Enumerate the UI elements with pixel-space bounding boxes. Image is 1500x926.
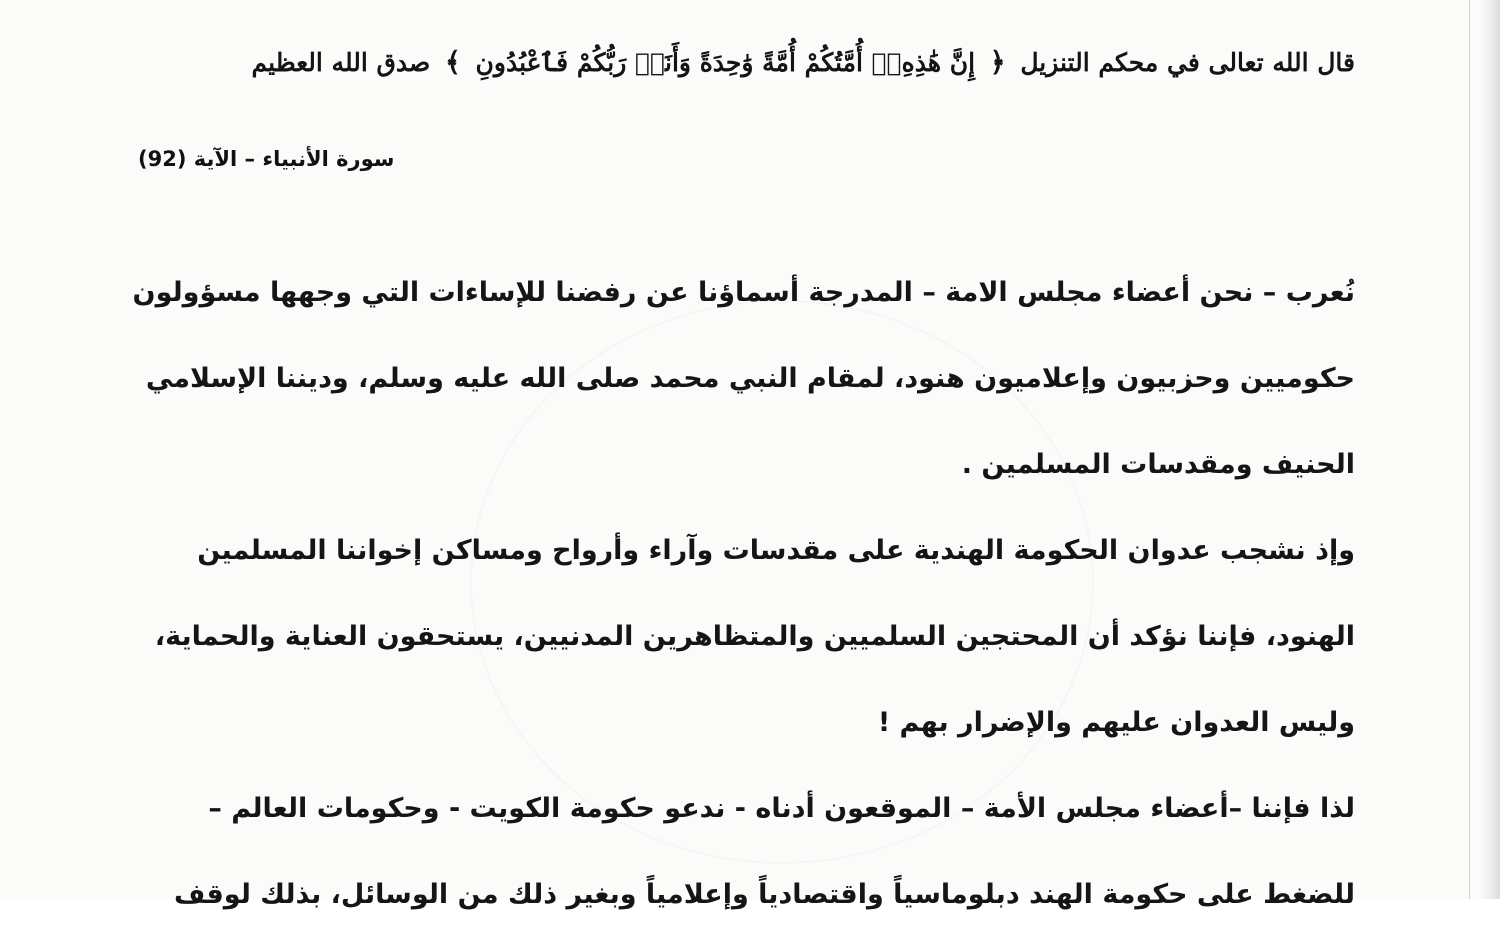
- page-edge-line: [1469, 0, 1470, 899]
- verse-reference: سورة الأنبياء – الآية (92): [138, 147, 395, 171]
- verse-close-bracket: ﴾: [444, 47, 461, 78]
- verse-outro: صدق الله العظيم: [251, 48, 431, 77]
- quran-verse-line: [175, 38, 1355, 98]
- body-line: الهنود، فإننا نؤكد أن المحتجين السلميين والمتظاهرين المدنيين، يستحقون العناية والحماية،: [154, 621, 1355, 652]
- page-edge-shadow: [1476, 0, 1500, 899]
- body-line: لذا فإننا –أعضاء مجلس الأمة – الموقعون أدناه - ندعو حكومة الكويت - وحكومات العالم –: [208, 793, 1355, 824]
- body-line: نُعرب – نحن أعضاء مجلس الامة – المدرجة أسماؤنا عن رفضنا للإساءات التي وجهها مسؤولون: [132, 277, 1355, 308]
- body-line: وإذ نشجب عدوان الحكومة الهندية على مقدسات وآراء وأرواح ومساكن إخواننا المسلمين: [197, 535, 1355, 566]
- statement-body: [132, 262, 1355, 910]
- verse-text: إِنَّ هَٰذِهِۦٓ أُمَّتُكُمْ أُمَّةً وَٰحِدَةً وَأَنَا۠ رَبُّكُمْ فَٱعْبُدُونِ: [475, 48, 976, 77]
- verse-intro: قال الله تعالى في محكم التنزيل: [1020, 48, 1355, 77]
- body-line: حكوميين وحزبيون وإعلاميون هنود، لمقام النبي محمد صلى الله عليه وسلم، وديننا الإسلامي: [145, 363, 1355, 394]
- body-line-partial: للضغط على حكومة الهند دبلوماسياً واقتصادياً وإعلامياً وبغير ذلك من الوسائل، بذلك لوقف: [173, 879, 1355, 910]
- body-line: الحنيف ومقدسات المسلمين .: [961, 449, 1355, 480]
- verse-open-bracket: ﴿: [989, 47, 1006, 78]
- body-line: وليس العدوان عليهم والإضرار بهم !: [877, 707, 1355, 738]
